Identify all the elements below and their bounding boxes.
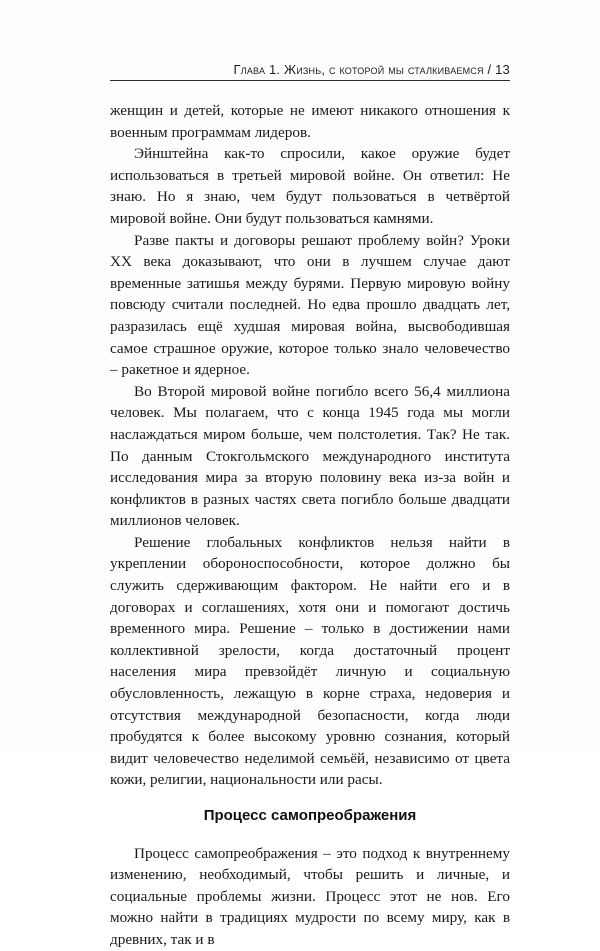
header-rule — [110, 80, 510, 81]
paragraph-continued: женщин и детей, которые не имеют никакого отношения к военным программам лидеров. — [110, 102, 510, 141]
paragraph-section-intro: Процесс самопреображения – это подход к внутреннему изменению, необходимый, чтобы решить и личные, и социальные проблемы жизни. Процесс этот не нов. Его можно найти в традициях мудрости по всему миру, как в древних, так и в — [110, 844, 510, 948]
section-heading: Процесс самопреображения — [203, 807, 417, 824]
paragraph-einstein: Эйнштейна как-то спросили, какое оружие будет использоваться в третьей мировой войне. Он ответил: Не знаю. Но я знаю, чем будут пользоваться в четвёртой мировой войне. Они будут пользоваться камнями. — [110, 145, 510, 227]
page-body — [110, 100, 510, 951]
paragraph-pacts: Разве пакты и договоры решают проблему войн? Уроки XX века доказывают, что они в лучшем случае дают временные затишья между бурями. Первую мировую войну повсюду считали последней. Но едва прошло двадцать лет, разразилась ещё худшая мировая война, высвободившая самое страшное оружие, которое только знало человечество – ракетное и ядерное. — [110, 231, 510, 379]
paragraph-solution: Решение глобальных конфликтов нельзя найти в укреплении обороноспособности, которое должно бы служить сдерживающим фактором. Не найти его и в договорах и соглашениях, хотя они и помогают достичь временного мира. Решение – только в достижении нами коллективной зрелости, когда достаточный процент населения мира превзойдёт личную и социальную обусловленность, лежащую в корне страха, недоверия и отсутствия международной безопасности, когда люди пробудятся к более высокому уровню сознания, который видит человечество неделимой семьёй, независимо от цвета кожи, религии, национальности или расы. — [110, 533, 510, 789]
running-header: Глава 1. Жизнь, с которой мы сталкиваемся / 13 — [233, 62, 510, 77]
paragraph-ww2: Во Второй мировой войне погибло всего 56,4 миллиона человек. Мы полагаем, что с конца 1945 года мы могли наслаждаться миром больше, чем полстолетия. Так? Не так. По данным Стокгольмского международного института исследования мира за вторую половину века из-за войн и конфликтов в разных частях света погибло больше двадцати миллионов человек. — [110, 382, 510, 530]
